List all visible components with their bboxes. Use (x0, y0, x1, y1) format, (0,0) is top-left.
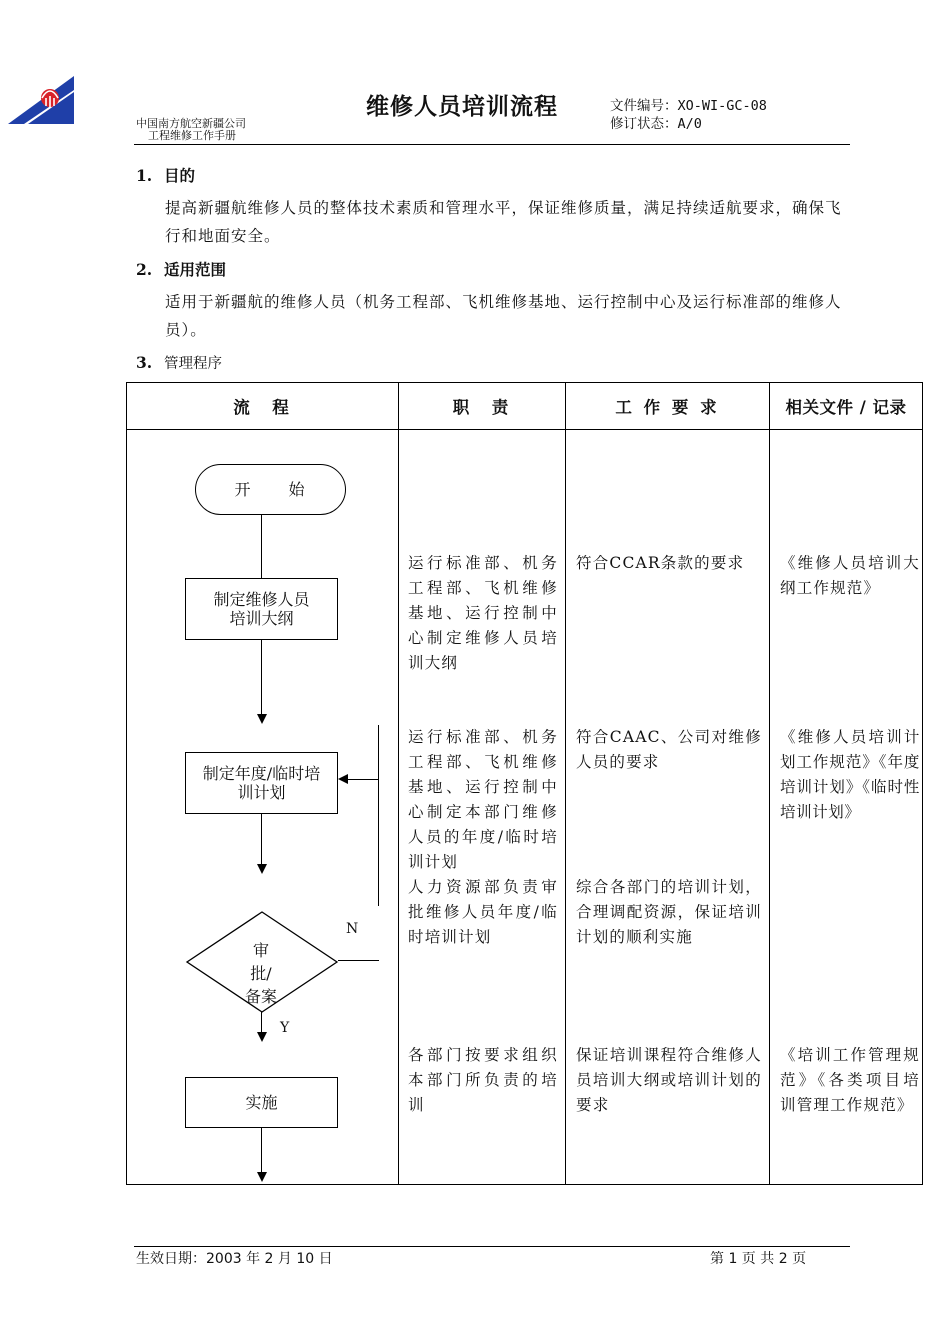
row1-duty: 运行标准部、机务工程部、飞机维修基地、运行控制中心制定维修人员培训大纲 (408, 554, 558, 672)
row2-requirement: 符合CAAC、公司对维修人员的要求 (576, 728, 762, 771)
doc-number-label: 文件编号： (610, 98, 678, 114)
flow-connector (261, 814, 262, 864)
flow-step-implement: 实施 (185, 1077, 338, 1128)
flow-connector (261, 1128, 262, 1172)
row1-docs: 《维修人员培训大纲工作规范》 (780, 554, 920, 597)
col-divider (398, 383, 399, 1184)
header-requirement: 工 作 要 求 (615, 398, 720, 417)
page-number: 第 1 页 共 2 页 (710, 1251, 807, 1267)
row2-docs: 《维修人员培训计划工作规范》《年度培训计划》《临时性培训计划》 (780, 728, 920, 821)
flow-connector (261, 640, 262, 714)
flow-arrow (257, 714, 267, 724)
row3-requirement: 综合各部门的培训计划，合理调配资源，保证培训计划的顺利实施 (576, 878, 762, 946)
revision-value: A/0 (677, 116, 702, 132)
footer-divider (134, 1246, 850, 1247)
col-divider (769, 383, 770, 1184)
manual-name: 工程维修工作手册 (148, 129, 236, 142)
company-name: 中国南方航空新疆公司 (136, 117, 246, 130)
section-3-heading: 3. 管理程序 (136, 353, 222, 372)
row4-duty: 各部门按要求组织本部门所负责的培训 (408, 1046, 558, 1114)
header-flow: 流 程 (233, 398, 292, 417)
procedure-table (126, 382, 923, 1185)
flow-step-plan: 制定年度/临时培训计划 (185, 752, 338, 814)
section-2-text: 适用于新疆航的维修人员（机务工程部、飞机维修基地、运行控制中心及运行标准部的维修人员）。 (165, 293, 842, 339)
flow-arrow (257, 864, 267, 874)
flow-connector (261, 515, 262, 579)
doc-number: XO-WI-GC-08 (677, 98, 767, 114)
company-logo (8, 76, 74, 124)
col-divider (565, 383, 566, 1184)
effective-date: 生效日期：2003 年 2 月 10 日 (136, 1251, 333, 1267)
flow-arrow (257, 1032, 267, 1042)
flow-connector (261, 1012, 262, 1032)
flow-step-outline: 制定维修人员培训大纲 (185, 578, 338, 640)
flow-label-no: N (346, 921, 359, 937)
section-1-text: 提高新疆航维修人员的整体技术素质和管理水平，保证维修质量，满足持续适航要求，确保飞行和地面安全。 (165, 199, 842, 245)
page-title: 维修人员培训流程 (366, 94, 558, 120)
header-docs: 相关文件 / 记录 (785, 398, 907, 417)
doc-number-line (610, 97, 767, 115)
flow-feedback-line (348, 779, 379, 780)
flow-label-yes: Y (280, 1020, 290, 1036)
header-row-divider (127, 429, 922, 430)
revision-line (610, 115, 702, 133)
row1-requirement: 符合CCAR条款的要求 (576, 554, 745, 572)
flow-start: 开 始 (195, 464, 346, 515)
header-duty: 职 责 (452, 398, 512, 417)
section-1-heading: 1. 目的 (136, 166, 196, 185)
flow-feedback-line (378, 725, 379, 906)
row2-duty: 运行标准部、机务工程部、飞机维修基地、运行控制中心制定本部门维修人员的年度/临时培训计划 (408, 728, 558, 871)
row4-requirement: 保证培训课程符合维修人员培训大纲或培训计划的要求 (576, 1046, 762, 1114)
row4-docs: 《培训工作管理规范》《各类项目培训管理工作规范》 (780, 1046, 920, 1114)
section-2-heading: 2. 适用范围 (136, 260, 227, 279)
row3-duty: 人力资源部负责审批维修人员年度/临时培训计划 (408, 878, 558, 946)
header-divider (134, 144, 850, 145)
flow-no-line (338, 960, 379, 961)
flow-decision-label: 审 批/ 备案 (244, 941, 277, 1006)
flow-arrow (257, 1172, 267, 1182)
revision-label: 修订状态： (610, 116, 678, 132)
flow-arrow (338, 774, 348, 784)
